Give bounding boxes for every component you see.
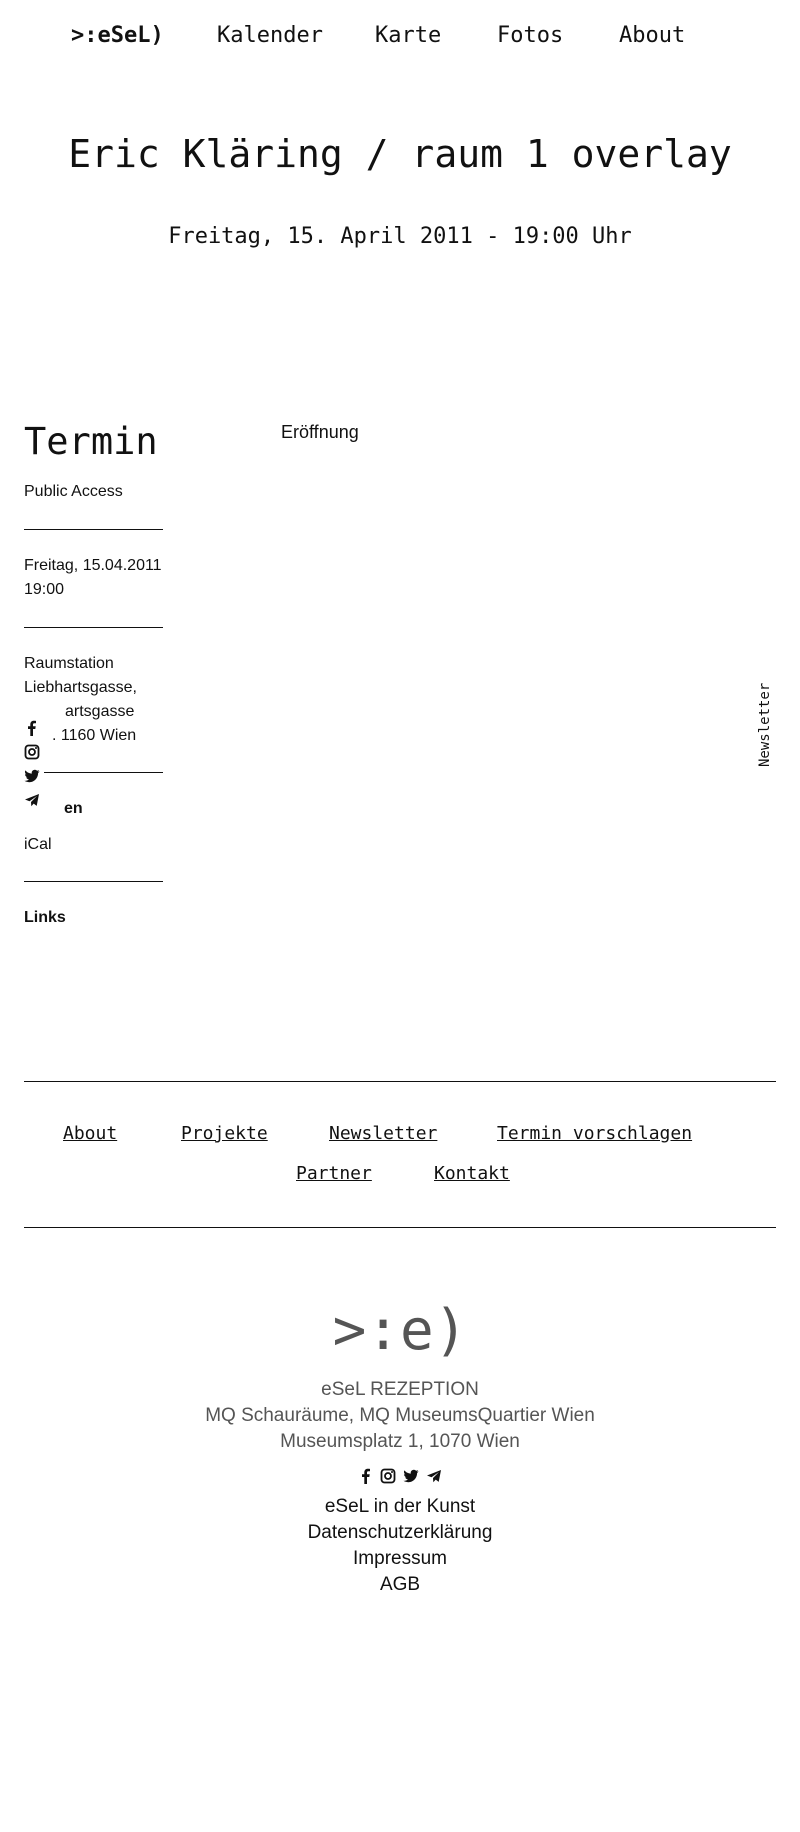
- instagram-icon[interactable]: [380, 1468, 396, 1484]
- venue-city: . 1160 Wien: [52, 727, 137, 744]
- footer-link-esel-in-der-kunst[interactable]: eSeL in der Kunst: [324, 1496, 476, 1517]
- termin-heading: Termin: [24, 420, 158, 463]
- twitter-icon[interactable]: [403, 1468, 419, 1484]
- divider: [24, 772, 163, 773]
- footer-link-projekte[interactable]: Projekte: [181, 1123, 268, 1144]
- telegram-icon[interactable]: [24, 792, 40, 808]
- venue-street-2: artsgasse: [65, 703, 135, 720]
- event-time: 19:00: [24, 581, 65, 598]
- footer-link-kontakt[interactable]: Kontakt: [434, 1163, 510, 1184]
- nav-link-kalender[interactable]: Kalender: [217, 23, 323, 48]
- nav-link-karte[interactable]: Karte: [375, 23, 442, 48]
- divider: [24, 881, 163, 882]
- share-bar: [24, 720, 44, 818]
- divider: [24, 627, 163, 628]
- footer-address-name: eSeL REZEPTION: [321, 1379, 479, 1400]
- nav-link-fotos[interactable]: Fotos: [497, 23, 564, 48]
- event-description: Eröffnung: [281, 422, 359, 442]
- instagram-icon[interactable]: [24, 744, 40, 760]
- footer-divider-top: [24, 1081, 776, 1082]
- ical-link[interactable]: iCal: [24, 836, 52, 853]
- footer-link-termin-vorschlagen[interactable]: Termin vorschlagen: [497, 1123, 693, 1144]
- footer-social-icons: [358, 1468, 448, 1486]
- footer-address-venue: MQ Schauräume, MQ MuseumsQuartier Wien: [205, 1405, 595, 1426]
- footer-link-datenschutz[interactable]: Datenschutzerklärung: [307, 1522, 493, 1543]
- footer-divider-bottom: [24, 1227, 776, 1228]
- venue-name: Raumstation: [24, 655, 114, 672]
- top-navigation: [0, 0, 800, 74]
- footer-link-newsletter[interactable]: Newsletter: [329, 1123, 438, 1144]
- footer-link-partner[interactable]: Partner: [296, 1163, 372, 1184]
- divider: [24, 529, 163, 530]
- footer-logo[interactable]: >:e): [332, 1298, 468, 1363]
- footer-link-impressum[interactable]: Impressum: [353, 1548, 447, 1569]
- event-date: Freitag, 15. April 2011 - 19:00 Uhr: [168, 224, 632, 249]
- nav-link-about[interactable]: About: [619, 23, 686, 48]
- site-logo[interactable]: >:eSeL): [71, 23, 164, 48]
- event-date-short: Freitag, 15.04.2011: [24, 557, 162, 574]
- facebook-icon[interactable]: [24, 720, 40, 736]
- venue-street: Liebhartsgasse,: [24, 679, 137, 696]
- telegram-icon[interactable]: [426, 1468, 442, 1484]
- event-title: Eric Kläring / raum 1 overlay: [68, 132, 732, 176]
- newsletter-tab[interactable]: Newsletter: [757, 682, 773, 767]
- footer-address-street: Museumsplatz 1, 1070 Wien: [280, 1431, 520, 1452]
- links-heading: Links: [24, 909, 66, 926]
- facebook-icon[interactable]: [358, 1468, 374, 1484]
- footer-link-about[interactable]: About: [63, 1123, 118, 1144]
- twitter-icon[interactable]: [24, 768, 40, 784]
- access-label: Public Access: [24, 483, 123, 500]
- add-to-calendar-label[interactable]: en: [64, 800, 83, 817]
- footer-link-agb[interactable]: AGB: [379, 1574, 421, 1595]
